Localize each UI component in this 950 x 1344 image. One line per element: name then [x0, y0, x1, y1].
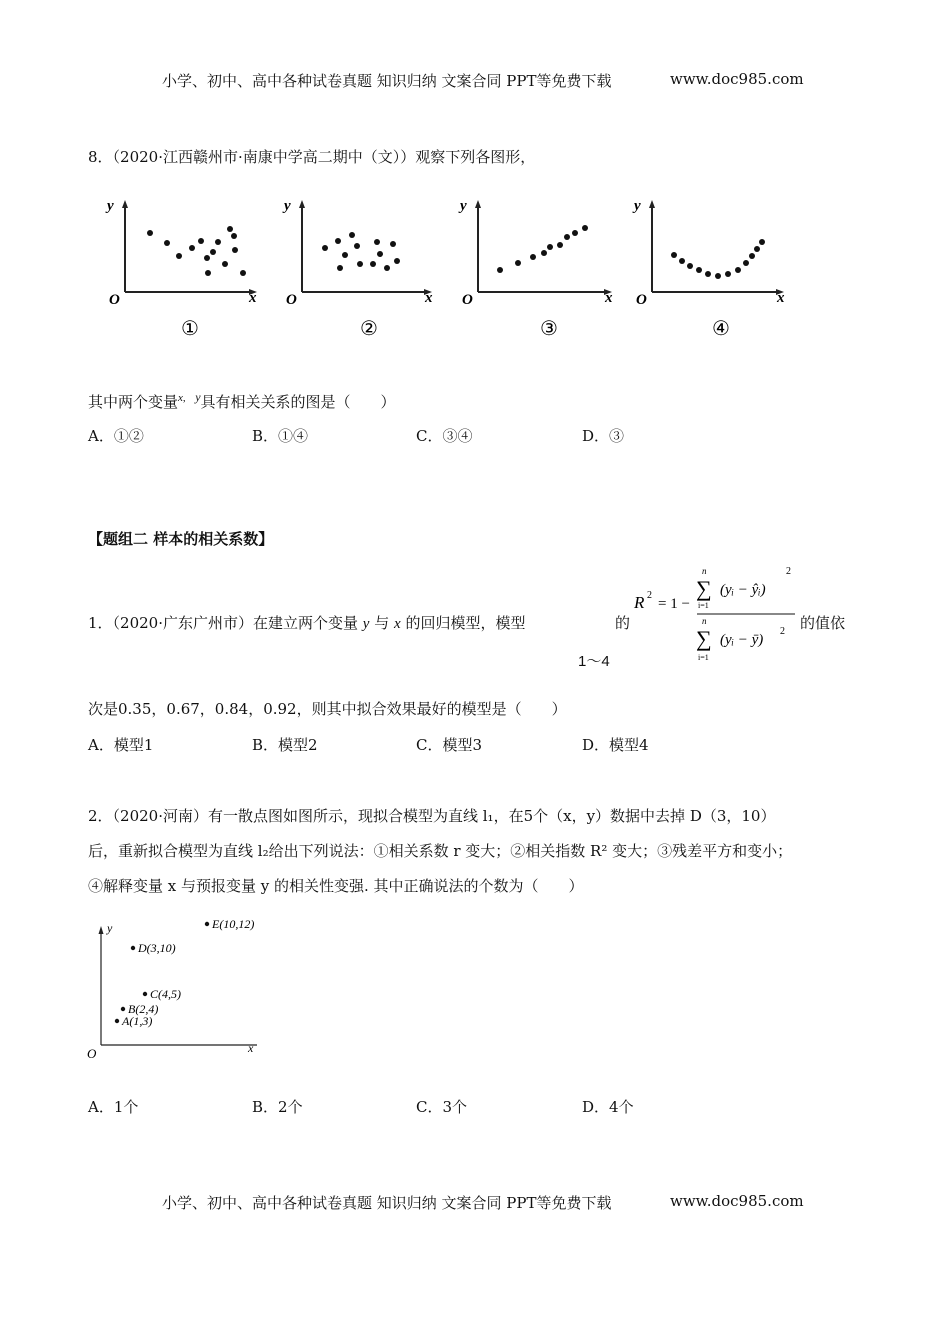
q8-scatter-figures: [95, 192, 795, 342]
q2-point-label-b: B(2,4): [128, 1002, 159, 1016]
fig2-y-label: y: [284, 198, 291, 214]
q1-stem-e: 的值依: [800, 614, 846, 632]
q2-point-b: [121, 1007, 125, 1011]
q8-option-d[interactable]: D．③: [582, 427, 625, 445]
q2-option-d[interactable]: D．4个: [582, 1098, 634, 1116]
q1-var-y: y: [362, 616, 370, 632]
formula-upper-n-den: n: [702, 616, 707, 626]
formula-r-sup: 2: [647, 590, 652, 601]
fig1-y-label: y: [107, 198, 114, 214]
fig1-number: ①: [181, 318, 199, 340]
fig1-origin-label: O: [109, 292, 120, 308]
q8-var-x: x,: [178, 392, 186, 404]
q2-line3: ④解释变量 x 与预报变量 y 的相关性变强. 其中正确说法的个数为（ ）: [88, 877, 584, 895]
formula-pow-num: 2: [786, 566, 791, 577]
page-footer-text: 小学、初中、高中各种试卷真题 知识归纳 文案合同 PPT等免费下载: [162, 1194, 612, 1212]
q8-question-pre: 其中两个变量: [88, 393, 179, 411]
q8-option-c[interactable]: C．③④: [416, 427, 473, 445]
q8-option-a[interactable]: A．①②: [88, 427, 144, 445]
r-squared-formula: [630, 560, 800, 668]
q2-origin-label: O: [87, 1046, 97, 1060]
q2-point-label-e: E(10,12): [212, 917, 255, 931]
q2-option-b[interactable]: B．2个: [252, 1098, 303, 1116]
formula-numerator: (yᵢ − ŷᵢ): [720, 582, 766, 598]
formula-denominator: (yᵢ − ȳ): [720, 632, 764, 648]
q8-question: [88, 390, 396, 412]
q2-point-e: [205, 922, 209, 926]
q1-stem-line1: [88, 612, 526, 633]
fig3-origin-label: O: [462, 292, 473, 308]
formula-pow-den: 2: [780, 626, 785, 637]
fig4-origin-label: O: [636, 292, 647, 308]
fig3-number: ③: [540, 318, 558, 340]
q1-option-c[interactable]: C．模型3: [416, 736, 483, 754]
formula-r: R: [634, 593, 645, 612]
fig2-origin-label: O: [286, 292, 297, 308]
q2-point-label-a: A(1,3): [122, 1014, 153, 1028]
formula-lower-den: i=1: [698, 653, 709, 662]
q2-point-label-c: C(4,5): [150, 987, 181, 1001]
scatter-figure-2: [282, 198, 433, 340]
q2-point-a: [115, 1019, 119, 1023]
q8-option-b[interactable]: B．①④: [252, 427, 309, 445]
q2-line2: 后，重新拟合模型为直线 l₂给出下列说法：①相关系数 r 变大；②相关指数 R² 变大；③残差平方和变小；: [88, 842, 793, 860]
q8-var-y: y: [195, 390, 201, 404]
fig3-x-label: x: [605, 290, 613, 306]
formula-sum-num: ∑: [696, 576, 712, 601]
q1-var-x: x: [394, 616, 401, 632]
section-title: 【题组二 样本的相关系数】: [88, 530, 274, 548]
formula-eq: = 1 −: [658, 596, 690, 612]
fig2-number: ②: [360, 318, 378, 340]
q2-point-label-d: D(3,10): [138, 941, 176, 955]
q2-option-a[interactable]: A．1个: [88, 1098, 139, 1116]
fig1-x-label: x: [249, 290, 257, 306]
q1-model-range: 1～4: [578, 653, 610, 670]
fig4-number: ④: [712, 318, 730, 340]
q2-point-d: [131, 946, 135, 950]
q1-stem-f: 次是0.35，0.67，0.84，0.92，则其中拟合效果最好的模型是（ ）: [88, 700, 567, 718]
q8-question-post: 具有相关关系的图是（ ）: [200, 393, 396, 411]
q8-stem: 8．（2020·江西赣州市·南康中学高二期中（文））观察下列各图形，: [88, 148, 536, 166]
scatter-figure-3: [458, 198, 613, 340]
q1-option-b[interactable]: B．模型2: [252, 736, 318, 754]
q1-option-a[interactable]: A．模型1: [88, 736, 154, 754]
page-footer-url: www.doc985.com: [670, 1192, 804, 1210]
q2-point-c: [143, 992, 147, 996]
formula-upper-n: n: [702, 566, 707, 576]
fig3-y-label: y: [460, 198, 467, 214]
fig2-x-label: x: [425, 290, 433, 306]
q2-line1: 2．（2020·河南）有一散点图如图所示，现拟合模型为直线 l₁，在5个（x，y）数据中去掉 D（3，10）: [88, 807, 776, 825]
formula-sum-den: ∑: [696, 626, 712, 651]
q1-stem-b: 与: [374, 614, 390, 632]
q2-y-label: y: [107, 921, 113, 935]
q1-option-d[interactable]: D．模型4: [582, 736, 649, 754]
scatter-figure-1: [105, 198, 257, 340]
page-header-text: 小学、初中、高中各种试卷真题 知识归纳 文案合同 PPT等免费下载: [162, 72, 612, 90]
q1-stem-a: 1．（2020·广东广州市）在建立两个变量: [88, 614, 358, 632]
q2-scatter-plot: [85, 910, 285, 1060]
q2-option-c[interactable]: C．3个: [416, 1098, 468, 1116]
q1-stem-d: 的: [615, 614, 631, 632]
fig4-x-label: x: [777, 290, 785, 306]
fig4-y-label: y: [634, 198, 641, 214]
q2-x-label: x: [248, 1041, 254, 1055]
formula-lower-num: i=1: [698, 601, 709, 610]
q1-stem-c: 的回归模型，模型: [405, 614, 526, 632]
page-header-url: www.doc985.com: [670, 70, 804, 88]
scatter-figure-4: [632, 198, 785, 340]
